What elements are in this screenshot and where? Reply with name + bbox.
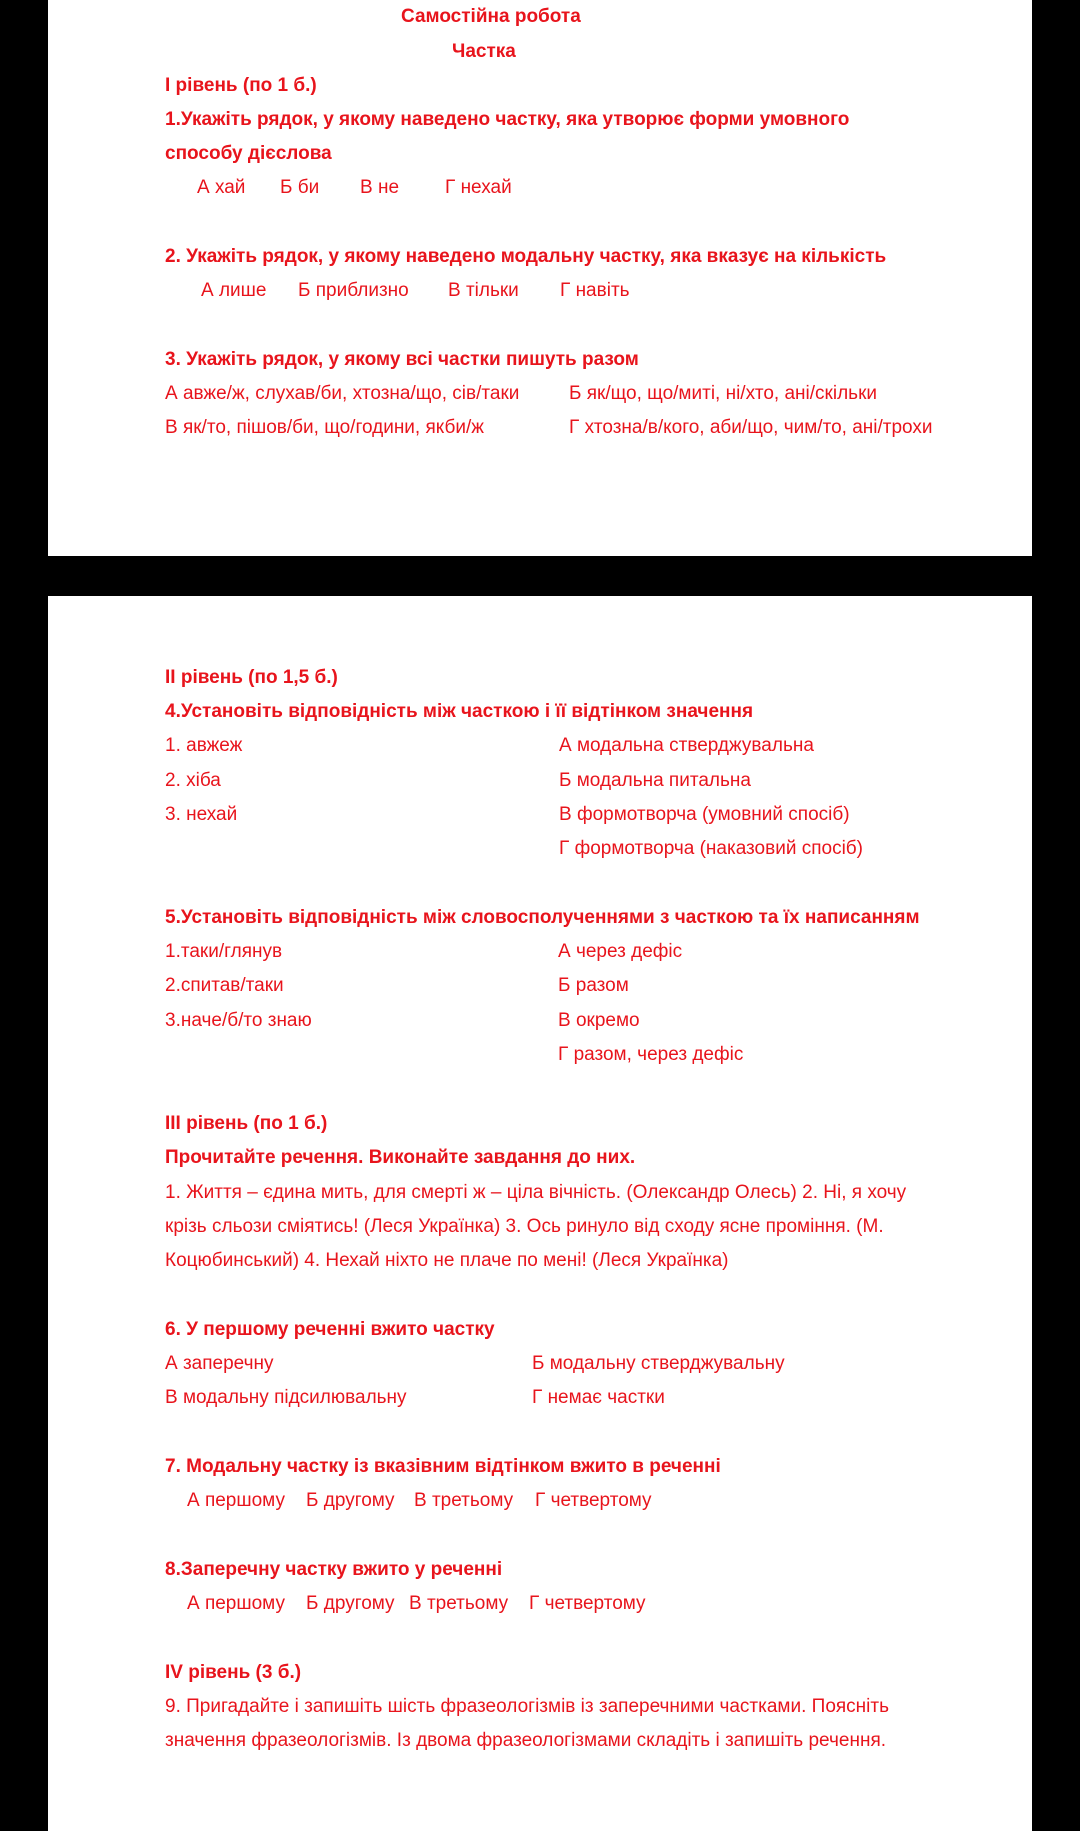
q4-right-d: Г формотворча (наказовий спосіб) <box>559 838 864 859</box>
q2-option-b: Б приблизно <box>298 280 409 301</box>
level-3-heading: ІІІ рівень (по 1 б.) <box>165 1113 328 1134</box>
question-6-text: 6. У першому реченні вжито частку <box>165 1319 495 1340</box>
q4-left-2: 2. хіба <box>165 770 221 791</box>
level-4-heading: ІV рівень (3 б.) <box>165 1662 302 1683</box>
q5-right-d: Г разом, через дефіс <box>558 1044 744 1065</box>
document-page-1 <box>48 0 1032 556</box>
q1-option-c: В не <box>360 177 400 198</box>
document-title: Самостійна робота <box>401 6 581 27</box>
q3-option-b: Б як/що, що/миті, ні/хто, ані/скільки <box>569 383 877 404</box>
q5-right-c: В окремо <box>558 1010 640 1031</box>
question-3-text: 3. Укажіть рядок, у якому всі частки пишуть разом <box>165 349 639 370</box>
q1-option-a: А хай <box>197 177 246 198</box>
q5-right-a: А через дефіс <box>558 941 683 962</box>
document-page-2 <box>48 596 1032 1831</box>
q4-left-1: 1. авжеж <box>165 735 243 756</box>
q6-option-a: А заперечну <box>165 1353 274 1374</box>
q6-option-d: Г немає частки <box>532 1387 665 1408</box>
q1-option-b: Б би <box>280 177 320 198</box>
question-7-text: 7. Модальну частку із вказівним відтінком вжито в реченні <box>165 1456 721 1477</box>
q8-option-d: Г четвертому <box>529 1593 646 1614</box>
q8-option-a: А першому <box>187 1593 285 1614</box>
question-4-text: 4.Установіть відповідність між часткою і її відтінком значення <box>165 701 754 722</box>
q3-option-c: В як/то, пішов/би, що/години, якби/ж <box>165 417 484 438</box>
q6-option-b: Б модальну стверджувальну <box>532 1353 785 1374</box>
question-9-text: 9. Пригадайте і запишіть шість фразеологізмів із заперечними частками. Поясніть <box>165 1696 889 1717</box>
question-1-text: 1.Укажіть рядок, у якому наведено частку, яка утворює форми умовного <box>165 109 850 130</box>
q1-option-d: Г нехай <box>445 177 512 198</box>
q4-right-a: А модальна стверджувальна <box>559 735 814 756</box>
document-subtitle: Частка <box>452 41 516 62</box>
q5-left-2: 2.спитав/таки <box>165 975 284 996</box>
q5-right-b: Б разом <box>558 975 629 996</box>
q3-option-d: Г хтозна/в/кого, аби/що, чим/то, ані/трохи <box>569 417 933 438</box>
q2-option-c: В тільки <box>448 280 519 301</box>
q7-option-d: Г четвертому <box>535 1490 652 1511</box>
level-1-heading: І рівень (по 1 б.) <box>165 75 317 96</box>
q3-option-a: А авже/ж, слухав/би, хтозна/що, сів/таки <box>165 383 520 404</box>
q4-right-c: В формотворча (умовний спосіб) <box>559 804 850 825</box>
level-2-heading: ІІ рівень (по 1,5 б.) <box>165 667 338 688</box>
q8-option-b: Б другому <box>306 1593 395 1614</box>
reading-instruction: Прочитайте речення. Виконайте завдання до них. <box>165 1147 636 1168</box>
q4-left-3: 3. нехай <box>165 804 238 825</box>
q7-option-b: Б другому <box>306 1490 395 1511</box>
q6-option-c: В модальну підсилювальну <box>165 1387 407 1408</box>
question-1-text-cont: способу дієслова <box>165 143 332 164</box>
passage-line-2: крізь сльози сміятись! (Леся Українка) 3. Ось ринуло від сходу ясне проміння. (М. <box>165 1216 884 1237</box>
q8-option-c: В третьому <box>409 1593 509 1614</box>
passage-line-1: 1. Життя – єдина мить, для смерті ж – ціла вічність. (Олександр Олесь) 2. Ні, я хочу <box>165 1182 907 1203</box>
q2-option-d: Г навіть <box>560 280 630 301</box>
question-5-text: 5.Установіть відповідність між словосполученнями з часткою та їх написанням <box>165 907 920 928</box>
passage-line-3: Коцюбинський) 4. Нехай ніхто не плаче по мені! (Леся Українка) <box>165 1250 729 1271</box>
q7-option-a: А першому <box>187 1490 285 1511</box>
q7-option-c: В третьому <box>414 1490 514 1511</box>
q5-left-1: 1.таки/глянув <box>165 941 283 962</box>
q2-option-a: А лише <box>201 280 267 301</box>
question-2-text: 2. Укажіть рядок, у якому наведено модальну частку, яка вказує на кількість <box>165 246 887 267</box>
q5-left-3: 3.наче/б/то знаю <box>165 1010 312 1031</box>
q4-right-b: Б модальна питальна <box>559 770 751 791</box>
question-8-text: 8.Заперечну частку вжито у реченні <box>165 1559 503 1580</box>
question-9-text-cont: значення фразеологізмів. Із двома фразеологізмами складіть і запишіть речення. <box>165 1730 887 1751</box>
